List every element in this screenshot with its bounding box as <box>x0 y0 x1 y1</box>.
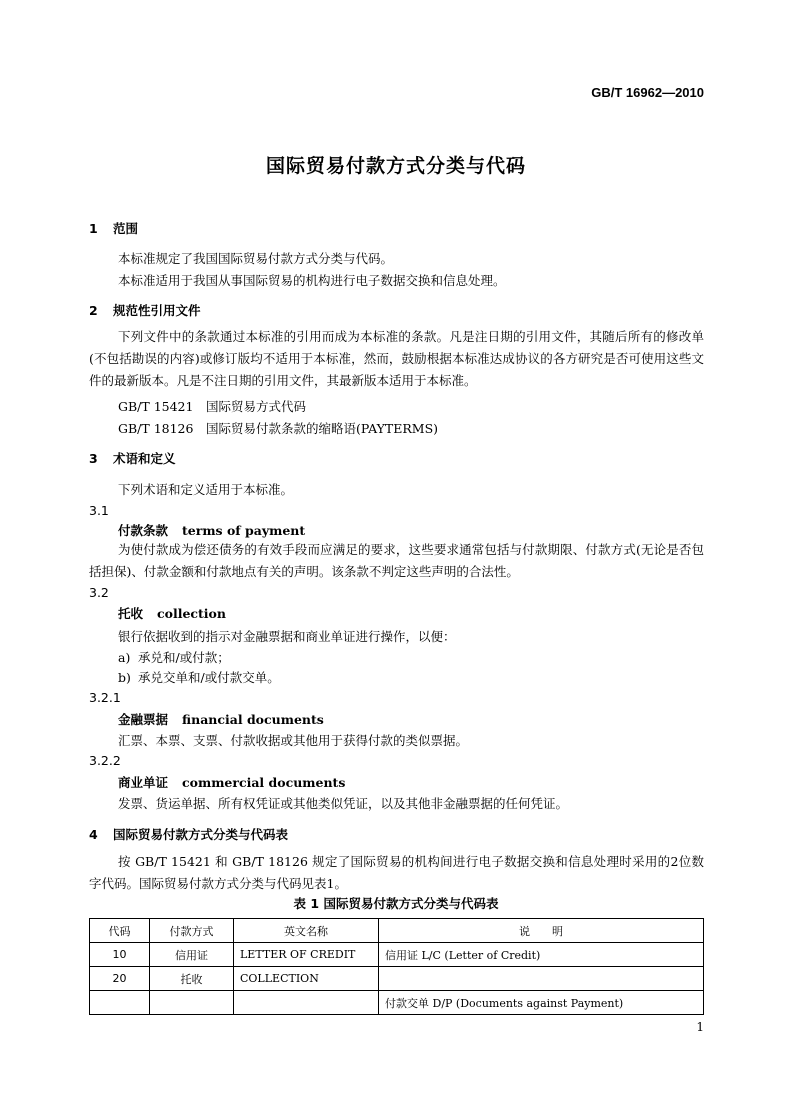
section-1-heading <box>89 219 138 237</box>
section-3-heading <box>89 449 176 467</box>
section-number: 1 <box>89 221 98 236</box>
scope-paragraph-2: 本标准适用于我国从事国际贸易的机构进行电子数据交换和信息处理。 <box>118 273 506 288</box>
cell-english-name: COLLECTION <box>234 967 379 991</box>
list-marker: b) <box>118 670 131 685</box>
section-title: 国际贸易付款方式分类与代码表 <box>113 827 289 842</box>
term-entry <box>118 710 324 728</box>
term-english: collection <box>157 606 226 621</box>
list-text: 承兑交单和/或付款交单。 <box>138 670 280 685</box>
section-2-heading <box>89 301 201 319</box>
scope-paragraph-1: 本标准规定了我国国际贸易付款方式分类与代码。 <box>118 251 394 266</box>
document-title: 国际贸易付款方式分类与代码 <box>265 155 526 177</box>
list-item <box>118 648 230 666</box>
header-code: 代码 <box>90 919 150 943</box>
cell-english-name: LETTER OF CREDIT <box>234 943 379 967</box>
table-row <box>90 967 704 991</box>
section-number: 2 <box>89 303 98 318</box>
table-row <box>90 991 704 1015</box>
table-caption: 表 1 国际贸易付款方式分类与代码表 <box>293 896 499 911</box>
reference-code: GB/T 15421 <box>118 399 194 414</box>
clause-number: 3.2.2 <box>89 753 121 768</box>
term-chinese: 付款条款 <box>118 523 169 538</box>
clause-number: 3.1 <box>89 503 109 518</box>
cell-description: 信用证 L/C (Letter of Credit) <box>379 943 704 967</box>
payment-methods-table <box>89 918 704 1015</box>
cell-payment-method: 托收 <box>150 967 234 991</box>
term-english: terms of payment <box>182 523 306 538</box>
section-title: 术语和定义 <box>113 451 176 466</box>
section-4-heading <box>89 825 288 843</box>
terms-intro: 下列术语和定义适用于本标准。 <box>118 482 294 497</box>
header-description: 说 明 <box>379 919 704 943</box>
cell-english-name <box>234 991 379 1015</box>
section-title: 范围 <box>113 221 139 236</box>
table-row <box>90 943 704 967</box>
term-chinese: 托收 <box>118 606 144 621</box>
term-definition: 汇票、本票、支票、付款收据或其他用于获得付款的类似票据。 <box>118 733 469 748</box>
section-number: 4 <box>89 827 98 842</box>
list-text: 承兑和/或付款； <box>138 650 230 665</box>
normative-references-paragraph: 下列文件中的条款通过本标准的引用而成为本标准的条款。凡是注日期的引用文件，其随后所有的修改单(不包括勘误的内容)或修订版均不适用于本标准，然而，鼓励根据本标准达成协议的各方研究是否可使用这些文件的最新版本。凡是不注日期的引用文件，其最新版本适用于本标准。 <box>89 329 704 388</box>
term-english: financial documents <box>182 712 324 727</box>
header-english-name: 英文名称 <box>234 919 379 943</box>
list-marker: a) <box>118 650 131 665</box>
section-number: 3 <box>89 451 98 466</box>
clause-number: 3.2 <box>89 585 109 600</box>
term-english: commercial documents <box>182 775 346 790</box>
cell-code: 20 <box>90 967 150 991</box>
term-entry <box>118 521 305 539</box>
cell-payment-method <box>150 991 234 1015</box>
cell-payment-method: 信用证 <box>150 943 234 967</box>
section-4-paragraph: 按 GB/T 15421 和 GB/T 18126 规定了国际贸易的机构间进行电子数据交换和信息处理时采用的2位数字代码。国际贸易付款方式分类与代码见表1。 <box>89 854 704 891</box>
header-payment-method: 付款方式 <box>150 919 234 943</box>
term-chinese: 商业单证 <box>118 775 169 790</box>
term-entry <box>118 604 226 622</box>
term-definition: 为使付款成为偿还债务的有效手段而应满足的要求，这些要求通常包括与付款期限、付款方式(无论是否包括担保)、付款金额和付款地点有关的声明。该条款不判定这些声明的合法性。 <box>89 542 704 579</box>
reference-name: 国际贸易付款条款的缩略语(PAYTERMS) <box>206 421 439 436</box>
list-item <box>118 668 280 686</box>
reference-item <box>118 419 438 437</box>
section-title: 规范性引用文件 <box>113 303 201 318</box>
reference-name: 国际贸易方式代码 <box>206 399 307 414</box>
table-header-row <box>90 919 704 943</box>
clause-number: 3.2.1 <box>89 690 121 705</box>
term-definition: 银行依据收到的指示对金融票据和商业单证进行操作，以便： <box>118 629 456 644</box>
cell-description: 付款交单 D/P (Documents against Payment) <box>379 991 704 1015</box>
cell-code <box>90 991 150 1015</box>
standard-number: GB/T 16962—2010 <box>591 85 704 100</box>
cell-code: 10 <box>90 943 150 967</box>
reference-item <box>118 397 306 415</box>
term-definition: 发票、货运单据、所有权凭证或其他类似凭证，以及其他非金融票据的任何凭证。 <box>118 796 569 811</box>
term-entry <box>118 773 345 791</box>
page-number: 1 <box>696 1020 704 1034</box>
term-chinese: 金融票据 <box>118 712 169 727</box>
cell-description <box>379 967 704 991</box>
reference-code: GB/T 18126 <box>118 421 194 436</box>
